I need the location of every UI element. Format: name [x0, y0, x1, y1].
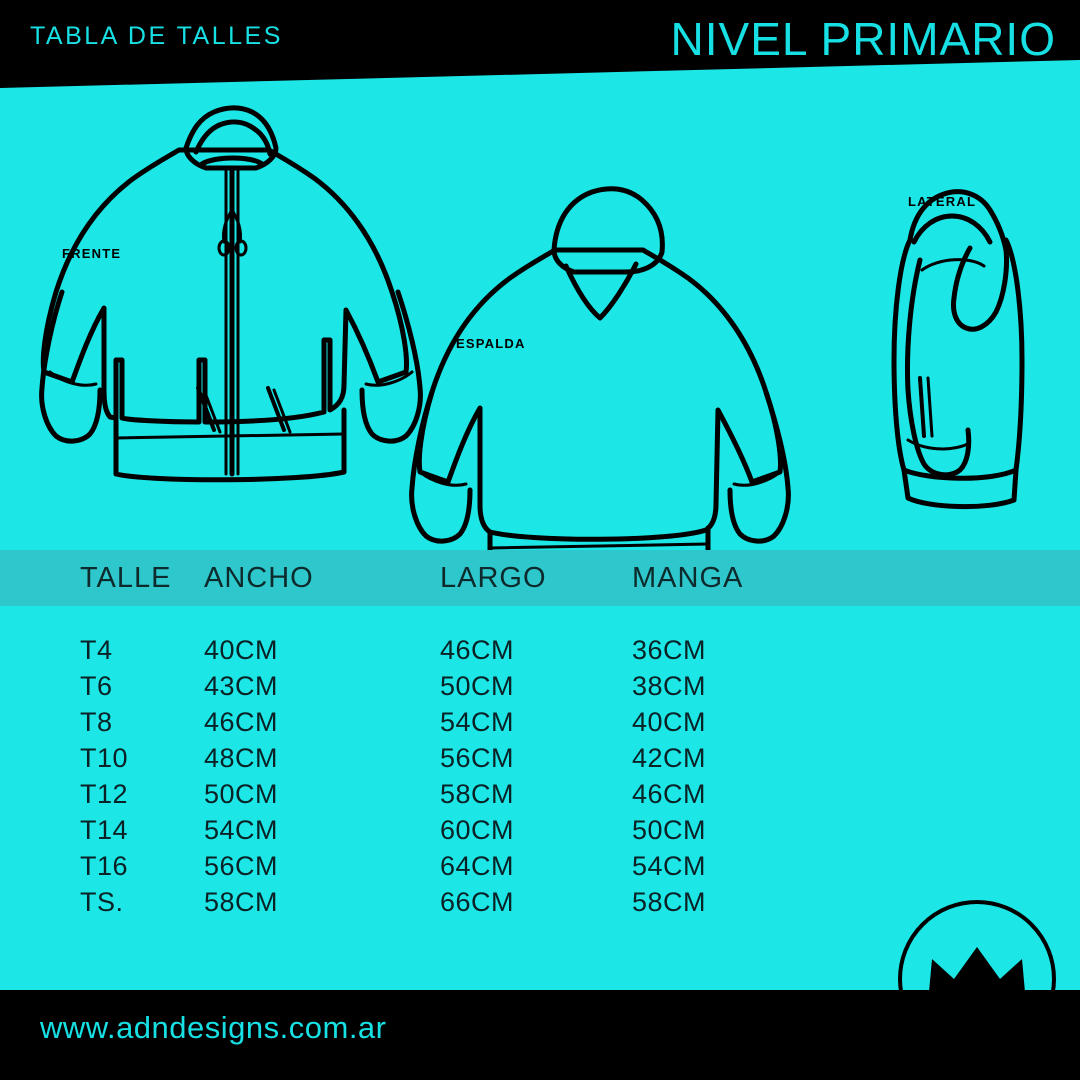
- table-row: [0, 884, 1080, 920]
- cell-ancho: 46CM: [204, 706, 279, 737]
- cell-talle: T4: [80, 634, 113, 665]
- cell-ancho: 56CM: [204, 850, 279, 881]
- size-table: [0, 550, 1080, 606]
- cell-largo: 66CM: [440, 886, 515, 917]
- cell-largo: 50CM: [440, 670, 515, 701]
- table-row: [0, 668, 1080, 704]
- cell-ancho: 54CM: [204, 814, 279, 845]
- cell-manga: 54CM: [632, 850, 707, 881]
- column-header-manga: MANGA: [632, 561, 744, 594]
- cell-talle: T14: [80, 814, 129, 845]
- cell-talle: T8: [80, 706, 113, 737]
- table-row: [0, 812, 1080, 848]
- cell-ancho: 58CM: [204, 886, 279, 917]
- website-url[interactable]: www.adndesigns.com.ar: [40, 1010, 387, 1045]
- cell-talle: T12: [80, 778, 129, 809]
- label-side: LATERAL: [908, 194, 977, 209]
- garment-illustrations: [0, 60, 1080, 550]
- size-table-body: [0, 632, 1080, 920]
- cell-talle: T6: [80, 670, 113, 701]
- label-back: ESPALDA: [456, 336, 526, 351]
- cell-largo: 58CM: [440, 778, 515, 809]
- table-header-row: [0, 550, 1080, 606]
- cell-largo: 54CM: [440, 706, 515, 737]
- column-header-largo: LARGO: [440, 561, 547, 594]
- garment-drawings-svg: [0, 60, 1080, 550]
- cell-manga: 58CM: [632, 886, 707, 917]
- cell-largo: 46CM: [440, 634, 515, 665]
- table-row: [0, 740, 1080, 776]
- table-row: [0, 632, 1080, 668]
- cell-talle: T16: [80, 850, 129, 881]
- cell-manga: 46CM: [632, 778, 707, 809]
- cell-manga: 40CM: [632, 706, 707, 737]
- cell-manga: 38CM: [632, 670, 707, 701]
- cell-talle: T10: [80, 742, 129, 773]
- cell-manga: 36CM: [632, 634, 707, 665]
- column-header-talle: TALLE: [80, 561, 172, 594]
- table-row: [0, 848, 1080, 884]
- label-front: FRENTE: [62, 246, 122, 261]
- table-row: [0, 776, 1080, 812]
- cell-largo: 60CM: [440, 814, 515, 845]
- table-row: [0, 704, 1080, 740]
- column-header-ancho: ANCHO: [204, 561, 314, 594]
- cell-manga: 50CM: [632, 814, 707, 845]
- cell-ancho: 50CM: [204, 778, 279, 809]
- cell-largo: 56CM: [440, 742, 515, 773]
- cell-ancho: 40CM: [204, 634, 279, 665]
- level-title: NIVEL PRIMARIO: [670, 13, 1056, 65]
- cell-ancho: 48CM: [204, 742, 279, 773]
- cell-largo: 64CM: [440, 850, 515, 881]
- cell-talle: TS.: [80, 886, 124, 917]
- cell-manga: 42CM: [632, 742, 707, 773]
- page-title: TABLA DE TALLES: [30, 22, 283, 50]
- cell-ancho: 43CM: [204, 670, 279, 701]
